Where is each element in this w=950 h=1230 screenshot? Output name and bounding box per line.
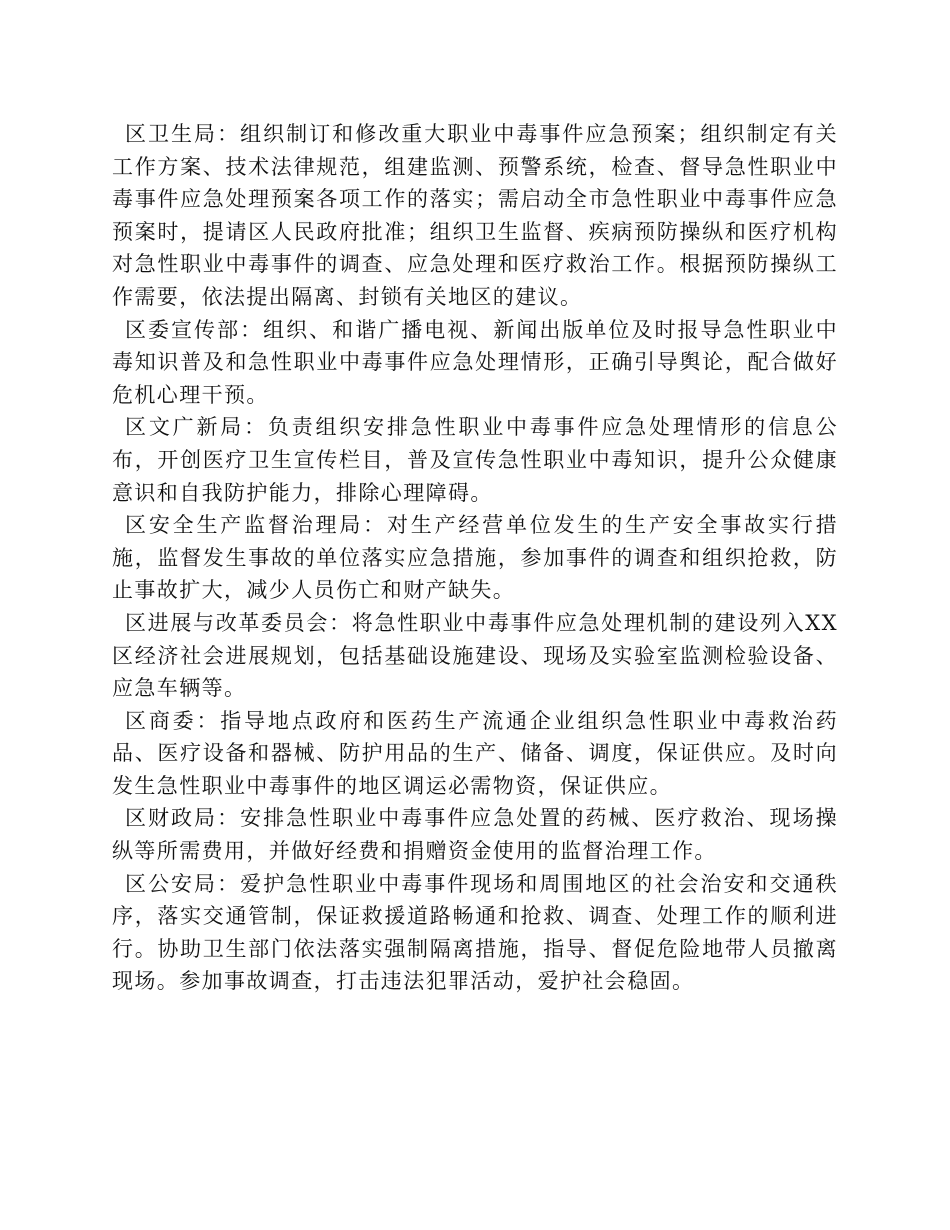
paragraph-work-safety-bureau: 区安全生产监督治理局：对生产经营单位发生的生产安全事故实行措施，监督发生事故的单位落实应急措施，参加事件的调查和组织抢救，防止事故扩大，减少人员伤亡和财产缺失。 (112, 513, 838, 603)
paragraph-publicity-department: 区委宣传部：组织、和谐广播电视、新闻出版单位及时报导急性职业中毒知识普及和急性职业中毒事件应急处理情形，正确引导舆论，配合做好危机心理干预。 (112, 317, 838, 407)
paragraph-commerce-commission: 区商委：指导地点政府和医药生产流通企业组织急性职业中毒救治药品、医疗设备和器械、防护用品的生产、储备、调度，保证供应。及时向发生急性职业中毒事件的地区调运必需物资，保证供应。 (112, 708, 838, 798)
paragraph-development-reform-commission: 区进展与改革委员会：将急性职业中毒事件应急处理机制的建设列入XX区经济社会进展规划，包括基础设施建设、现场及实验室监测检验设备、应急车辆等。 (112, 610, 838, 701)
paragraph-culture-media-bureau: 区文广新局：负责组织安排急性职业中毒事件应急处理情形的信息公布，开创医疗卫生宣传栏目，普及宣传急性职业中毒知识，提升公众健康意识和自我防护能力，排除心理障碍。 (112, 415, 838, 505)
document-body (112, 118, 838, 998)
paragraph-public-security-bureau: 区公安局：爱护急性职业中毒事件现场和周围地区的社会治安和交通秩序，落实交通管制，保证救援道路畅通和抢救、调查、处理工作的顺利进行。协助卫生部门依法落实强制隔离措施，指导、督促危险地带人员撤离现场。参加事故调查，打击违法犯罪活动，爱护社会稳固。 (112, 871, 838, 994)
paragraph-finance-bureau: 区财政局：安排急性职业中毒事件应急处置的药械、医疗救治、现场操纵等所需费用，并做好经费和捐赠资金使用的监督治理工作。 (112, 806, 838, 864)
paragraph-health-bureau: 区卫生局：组织制订和修改重大职业中毒事件应急预案；组织制定有关工作方案、技术法律规范，组建监测、预警系统，检查、督导急性职业中毒事件应急处理预案各项工作的落实；需启动全市急性职业中毒事件应急预案时，提请区人民政府批准；组织卫生监督、疾病预防操纵和医疗机构对急性职业中毒事件的调查、应急处理和医疗救治工作。根据预防操纵工作需要，依法提出隔离、封锁有关地区的建议。 (112, 122, 838, 309)
